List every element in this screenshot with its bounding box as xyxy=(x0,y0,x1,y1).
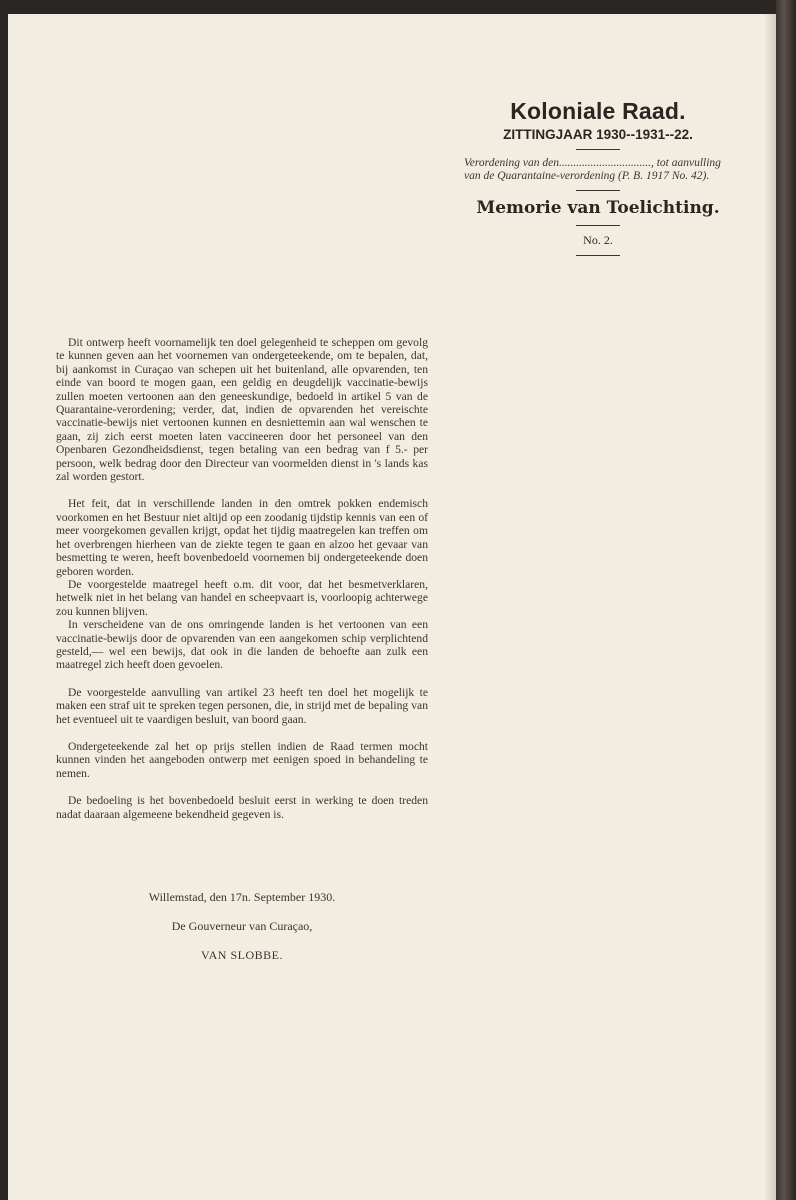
signature-block xyxy=(56,890,428,977)
paragraph: Het feit, dat in verschillende landen in den omtrek pokken endemisch voorkomen en het Bestuur niet altijd op een zoodanig tijdstip kennis van een of meer voorgekomen gevallen krijgt, opdat het tijdig maatregelen kan treffen om het overbrengen hierheen van de ziekte tegen te gaan en alzoo het gevaar van besmetting te weren, heeft bovenbedoeld voornemen bij ondergeteekende doen geboren worden. xyxy=(56,497,428,578)
paragraph: De bedoeling is het bovenbedoeld besluit eerst in werking te doen treden nadat daaraan algemeene bekendheid gegeven is. xyxy=(56,794,428,821)
document-header xyxy=(458,98,738,263)
document-page xyxy=(8,14,776,1200)
council-title: Koloniale Raad. xyxy=(510,98,686,124)
paragraph: In verscheidene van de ons omringende landen is het vertoonen van een vaccinatie-bewijs door de opvarenden van een aangekomen schip verplichtend gesteld,— wel een bewijs, dat ook in die landen de behoefte aan zulk een maatregel zich heeft doen gevoelen. xyxy=(56,618,428,672)
section-title: Memorie van Toelichting. xyxy=(476,198,720,218)
divider xyxy=(576,255,620,256)
page-shadow xyxy=(764,14,776,1200)
divider xyxy=(576,190,620,191)
session-year: ZITTINGJAAR 1930--1931--22. xyxy=(503,127,693,142)
book-edge xyxy=(776,0,796,1200)
paragraph: De voorgestelde maatregel heeft o.m. dit voor, dat het besmetverklaren, hetwelk niet in het belang van handel en scheepvaart is, voorloopig achterwege zou kunnen blijven. xyxy=(56,577,428,618)
paragraph: Dit ontwerp heeft voornamelijk ten doel gelegenheid te scheppen om gevolg te kunnen geven aan het voornemen van ondergeteekende, om te bepalen, dat, bij aankomst in Curaçao van schepen uit het buitenland, alle opvarenden, ten einde van boord te mogen gaan, een geldig en deugdelijk vaccinatie-bewijs zullen moeten vertoonen aan den geneeskundige, bedoeld in artikel 5 van de Quarantaine-verordening; verder, dat, indien de opvarenden het vereischte vaccinatie-bewijs niet vertoonen kunnen en desniettemin aan wal wenschen te gaan, zij zich eerst moeten laten vaccineeren door het personeel van den Openbaren Gezondheidsdienst, tegen betaling van een bedrag van f 5.- per persoon, welk bedrag door den Directeur van voormelden dienst in 's lands kas zal worden gestort. xyxy=(56,336,428,484)
ordinance-reference: Verordening van den................................, tot aanvulling van de Quarantaine-verordening (P. B. 1917 No. 42). xyxy=(464,157,721,182)
explanatory-text xyxy=(56,336,428,835)
divider xyxy=(576,225,620,226)
paragraph: De voorgestelde aanvulling van artikel 23 heeft ten doel het mogelijk te maken een straf uit te spreken tegen personen, die, in strijd met de bepaling van het eventueel uit te vaardigen besluit, van boord gaan. xyxy=(56,685,428,726)
signatory-role: De Gouverneur van Curaçao, xyxy=(171,919,313,933)
signatory-name: VAN SLOBBE. xyxy=(201,948,283,962)
divider xyxy=(576,149,620,150)
place-date: Willemstad, den 17n. September 1930. xyxy=(148,890,336,904)
paragraph: Ondergeteekende zal het op prijs stellen indien de Raad termen mocht kunnen vinden het aangeboden ontwerp met eenigen spoed in behandeling te nemen. xyxy=(56,739,428,780)
document-number: No. 2. xyxy=(583,233,613,247)
